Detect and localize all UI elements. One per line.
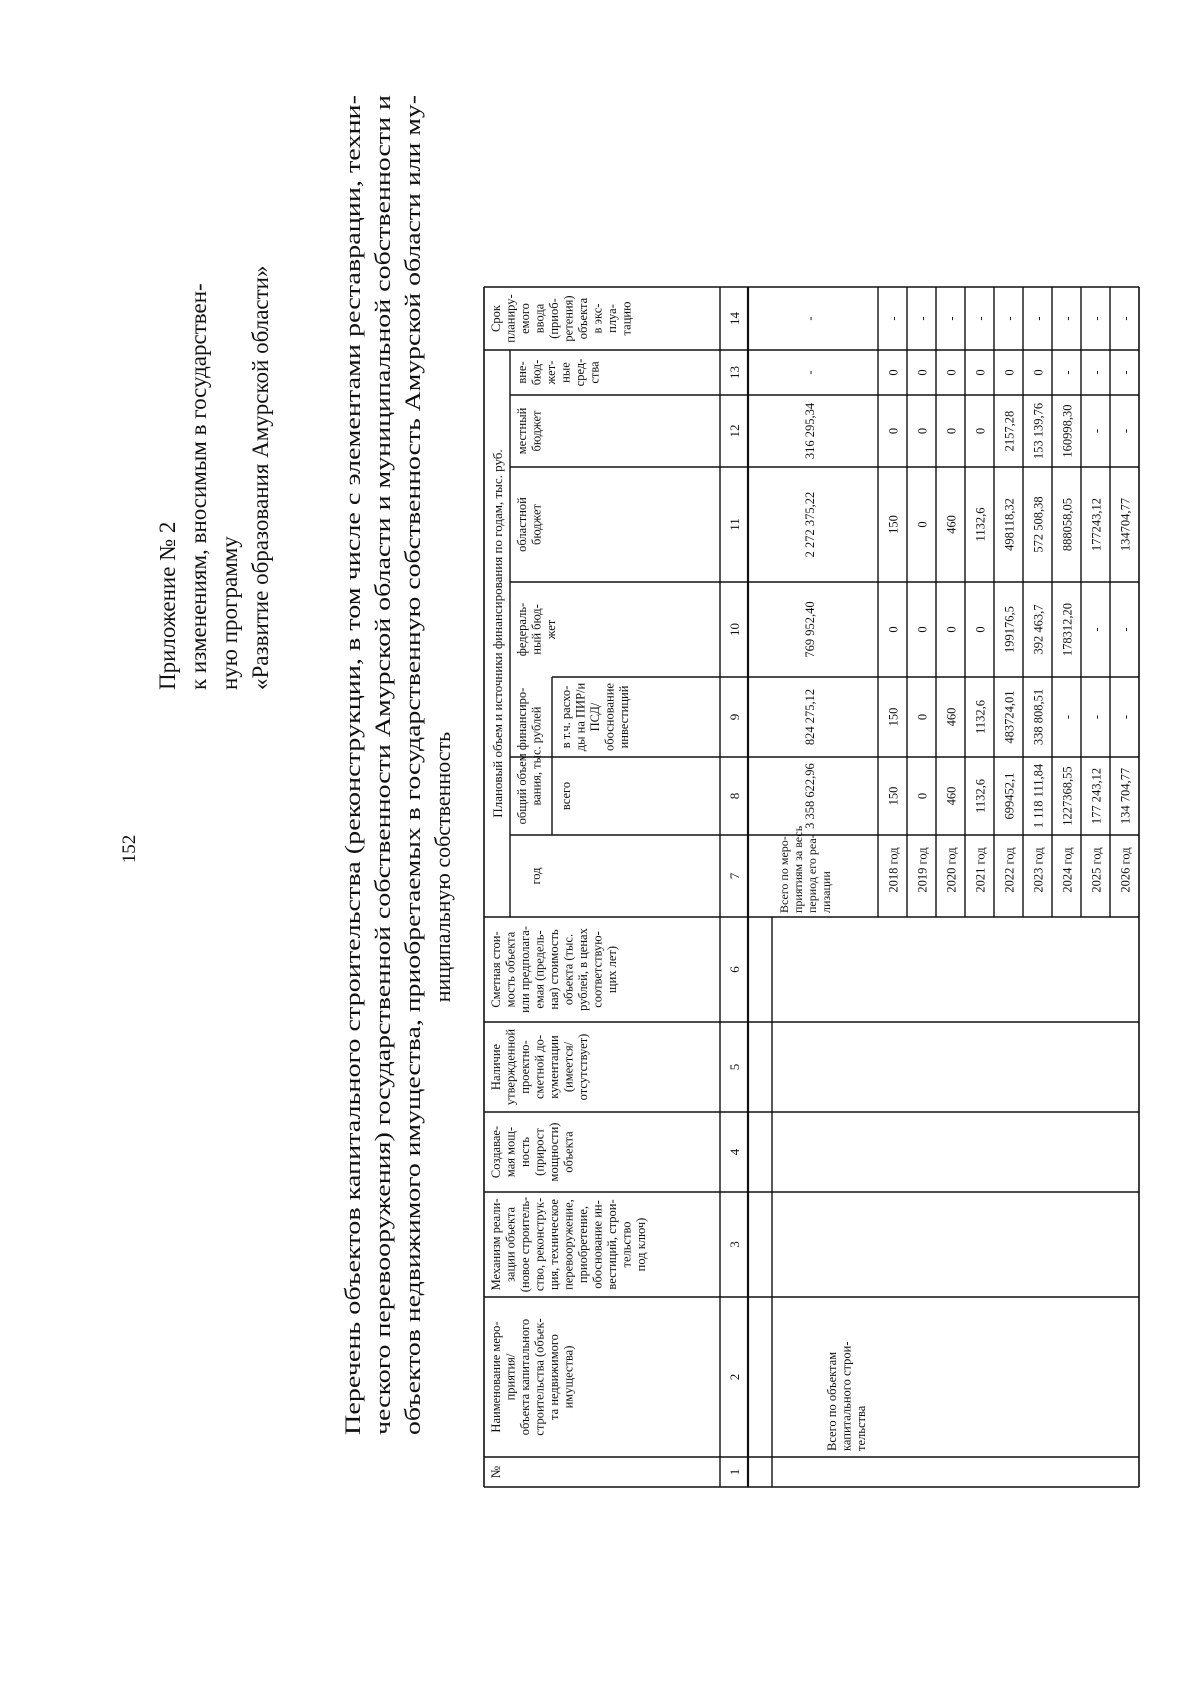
header-col-2-line: Наименование меро- bbox=[489, 1321, 503, 1433]
row-2-local-value bbox=[916, 428, 930, 434]
header-col-8-line: всего bbox=[559, 781, 573, 811]
row-4-pir-value-line: 1132,6 bbox=[973, 700, 988, 734]
row-8-regional-value-line: 177243,12 bbox=[1089, 497, 1104, 552]
row-5-federal-value bbox=[1003, 606, 1017, 653]
column-number-5-line: 5 bbox=[727, 1063, 742, 1071]
document-title-line-3: объектов недвижимого имущества, приобретаемых в государственную собственность Амурской области или му- bbox=[400, 372, 425, 1435]
row-4-extra-value bbox=[974, 369, 988, 375]
row-0-regional-value bbox=[803, 492, 817, 558]
header-col-4-line: ность bbox=[518, 1137, 532, 1167]
row-8-total-value-line: 177 243,12 bbox=[1089, 767, 1104, 825]
header-col-5-line: кументации bbox=[547, 1035, 561, 1099]
row-5-local-value bbox=[1003, 411, 1017, 452]
header-col-6-line: Сметная стои- bbox=[489, 931, 503, 1008]
row-9-total-value-line: 134 704,77 bbox=[1118, 767, 1133, 825]
header-col-3-line: перевооружение, bbox=[561, 1199, 576, 1290]
header-col-13-line: ные bbox=[558, 362, 573, 383]
row-5-regional-value bbox=[1003, 498, 1017, 551]
row-4-regional-value bbox=[974, 508, 988, 542]
header-col-12-line: местный bbox=[515, 407, 529, 455]
row-8-extra-value bbox=[1090, 370, 1104, 374]
row-1-local-value-line: 0 bbox=[886, 427, 901, 435]
header-col-14-line: Срок bbox=[489, 305, 503, 332]
row-2-total-value bbox=[916, 793, 930, 799]
row-4-local-value-line: 0 bbox=[973, 427, 988, 435]
column-number-1-line: 1 bbox=[727, 1468, 742, 1476]
header-col-4-line: мощности) bbox=[547, 1122, 561, 1182]
row-9-term-value bbox=[1119, 316, 1133, 320]
header-col-10-line: жет bbox=[544, 619, 558, 640]
row-0-total-value-line: 3 358 622,96 bbox=[803, 763, 817, 829]
header-col-6-line: или предполага- bbox=[518, 926, 532, 1013]
row-0-pir-value bbox=[803, 689, 817, 745]
row-label-total-objects-line: Всего по объектам bbox=[825, 1351, 839, 1451]
row-1-local-value bbox=[887, 428, 901, 434]
row-9-year-line: 2026 год bbox=[1118, 847, 1133, 893]
row-8-extra-value-line: - bbox=[1089, 370, 1104, 375]
row-3-year-line: 2020 год bbox=[944, 847, 959, 893]
header-col-2-line: имущества) bbox=[561, 1345, 576, 1409]
header-col-9-line: ПСД/ bbox=[588, 702, 602, 732]
row-6-pir-value-line: 338 808,51 bbox=[1031, 688, 1046, 746]
row-5-federal-value-line: 199176,5 bbox=[1002, 606, 1017, 653]
row-4-year-line: 2021 год bbox=[973, 847, 988, 893]
row-3-extra-value-line: 0 bbox=[944, 369, 959, 376]
header-col-3-line: (новое строитель- bbox=[518, 1196, 532, 1293]
row-2-term-value-line: - bbox=[915, 316, 930, 321]
row-3-term-value-line: - bbox=[944, 316, 959, 321]
header-col-5-line: сметной до- bbox=[532, 1035, 547, 1099]
row-1-federal-value bbox=[887, 626, 901, 632]
header-col-6-line: емая (предель- bbox=[532, 930, 547, 1009]
column-number-8 bbox=[727, 793, 742, 800]
row-9-pir-value-line: - bbox=[1118, 714, 1133, 720]
header-col-1 bbox=[488, 1466, 503, 1478]
header-col-11-line: бюджет bbox=[529, 504, 544, 545]
row-7-regional-value-line: 888058,05 bbox=[1060, 497, 1075, 552]
header-col-2-line: та недвижимого bbox=[547, 1334, 561, 1420]
header-col-14-line: (приоб- bbox=[547, 298, 561, 339]
header-col-13-line: сред- bbox=[573, 358, 587, 387]
column-number-10-line: 10 bbox=[727, 623, 742, 636]
row-8-pir-value-line: - bbox=[1089, 714, 1104, 720]
header-col-13 bbox=[515, 359, 602, 387]
row-3-pir-value bbox=[945, 708, 959, 727]
row-5-year bbox=[1003, 847, 1017, 893]
header-col-6 bbox=[489, 926, 619, 1013]
column-number-4 bbox=[727, 1148, 742, 1155]
row-9-federal-value-line: - bbox=[1118, 627, 1133, 632]
header-col-13-line: вне- bbox=[515, 361, 529, 384]
row-3-extra-value bbox=[945, 369, 959, 375]
header-col-4 bbox=[489, 1123, 576, 1182]
row-2-extra-value bbox=[916, 369, 930, 375]
row-9-federal-value bbox=[1119, 627, 1133, 631]
header-col-3-line: ство, реконструк- bbox=[532, 1197, 547, 1292]
column-number-3 bbox=[727, 1241, 742, 1248]
header-col-13-line: бюд- bbox=[529, 359, 544, 386]
column-number-4-line: 4 bbox=[727, 1148, 742, 1156]
row-6-year-line: 2023 год bbox=[1031, 847, 1046, 893]
document-title-line-4: ниципальную собственность bbox=[430, 731, 455, 1003]
row-6-term-value-line: - bbox=[1031, 316, 1046, 321]
row-0-term-value-line: - bbox=[803, 316, 817, 321]
row-4-local-value bbox=[974, 428, 988, 434]
column-number-9-line: 9 bbox=[727, 713, 742, 721]
header-col-12 bbox=[515, 407, 544, 454]
row-3-year bbox=[945, 847, 959, 893]
appendix-line-3: ную программу bbox=[217, 536, 242, 690]
row-0-term-value bbox=[803, 316, 817, 320]
row-1-pir-value bbox=[887, 708, 901, 727]
row-6-regional-value bbox=[1032, 496, 1046, 552]
row-2-regional-value-line: 0 bbox=[915, 521, 930, 528]
row-label-total-objects-line: тельства bbox=[854, 1405, 868, 1451]
document-title-line-1: Перечень объектов капитального строительства (реконструкции, в том числе с элементами реставрации, техни- bbox=[340, 387, 365, 1435]
row-0-extra-value bbox=[803, 370, 817, 374]
row-8-regional-value bbox=[1090, 498, 1104, 551]
header-col-8 bbox=[559, 782, 573, 810]
header-col-14-line: емого bbox=[518, 303, 532, 334]
row-4-term-value bbox=[974, 316, 988, 320]
row-0-federal-value bbox=[803, 601, 817, 657]
row-7-year-line: 2024 год bbox=[1060, 847, 1075, 893]
row-0-year-line: период его реа- bbox=[805, 834, 819, 913]
row-8-term-value-line: - bbox=[1089, 316, 1104, 321]
row-2-regional-value bbox=[916, 521, 930, 527]
row-2-federal-value-line: 0 bbox=[915, 626, 930, 633]
header-col-3-line: приобретение, bbox=[576, 1205, 590, 1284]
row-4-total-value bbox=[974, 779, 988, 813]
page-number: 152 bbox=[119, 834, 140, 864]
row-6-regional-value-line: 572 508,38 bbox=[1031, 496, 1046, 553]
row-3-regional-value bbox=[945, 515, 959, 534]
row-8-year-line: 2025 год bbox=[1089, 847, 1104, 893]
row-9-term-value-line: - bbox=[1118, 316, 1133, 321]
row-5-total-value-line: 699452,1 bbox=[1002, 772, 1017, 820]
header-col-11-line: областной bbox=[515, 497, 529, 552]
header-col-7-year bbox=[529, 867, 543, 885]
header-col-3-line: зации объекта bbox=[503, 1206, 518, 1283]
row-1-regional-value-line: 150 bbox=[886, 515, 901, 534]
row-0-extra-value-line: - bbox=[803, 370, 817, 375]
row-5-term-value-line: - bbox=[1002, 316, 1017, 321]
row-2-term-value bbox=[916, 316, 930, 320]
row-4-extra-value-line: 0 bbox=[973, 369, 988, 376]
header-group-financing bbox=[490, 449, 505, 817]
row-7-term-value bbox=[1061, 316, 1075, 320]
header-total-group bbox=[515, 688, 544, 825]
header-col-2-line: приятия/ bbox=[503, 1353, 518, 1401]
row-5-extra-value bbox=[1003, 369, 1017, 375]
header-col-6-line: соответствую- bbox=[590, 931, 605, 1008]
header-col-10-line: ный бюд- bbox=[529, 604, 544, 655]
row-2-pir-value bbox=[916, 714, 930, 720]
appendix-line-4: «Развитие образования Амурской области» bbox=[248, 265, 273, 690]
row-3-total-value bbox=[945, 787, 959, 806]
row-6-extra-value bbox=[1032, 369, 1046, 375]
row-3-federal-value bbox=[945, 626, 959, 632]
row-8-total-value bbox=[1090, 768, 1104, 824]
row-2-year bbox=[916, 847, 930, 893]
row-7-local-value bbox=[1061, 404, 1075, 457]
row-3-total-value-line: 460 bbox=[944, 786, 959, 806]
row-8-term-value bbox=[1090, 316, 1104, 320]
row-5-extra-value-line: 0 bbox=[1002, 369, 1017, 376]
header-col-6-line: щих лет) bbox=[605, 945, 619, 994]
row-1-extra-value bbox=[887, 369, 901, 375]
row-0-pir-value-line: 824 275,12 bbox=[803, 688, 817, 746]
column-number-13-line: 13 bbox=[727, 366, 742, 379]
header-col-4-line: объекта bbox=[561, 1131, 576, 1173]
header-col-13-line: жет- bbox=[544, 360, 558, 385]
row-5-year-line: 2022 год bbox=[1002, 847, 1017, 893]
row-7-term-value-line: - bbox=[1060, 316, 1075, 321]
column-number-11 bbox=[727, 518, 742, 531]
row-5-term-value bbox=[1003, 316, 1017, 320]
row-9-regional-value bbox=[1119, 498, 1133, 551]
document-title-line-2: ческого перевооружения) государственной собственности Амурской области и муниципальной собственности и bbox=[370, 380, 395, 1435]
header-col-10-line: федераль- bbox=[515, 602, 529, 657]
column-number-2 bbox=[727, 1374, 742, 1381]
header-col-4-line: (прирост bbox=[532, 1128, 547, 1176]
header-col-5-line: проектно- bbox=[518, 1040, 532, 1094]
row-7-local-value-line: 160998,30 bbox=[1060, 404, 1075, 458]
column-number-3-line: 3 bbox=[727, 1241, 742, 1248]
row-3-pir-value-line: 460 bbox=[944, 707, 959, 727]
row-8-federal-value-line: - bbox=[1089, 627, 1104, 632]
header-col-14-line: ввода bbox=[532, 303, 547, 334]
header-col-2-line: строительства (объек- bbox=[532, 1318, 547, 1436]
row-7-pir-value bbox=[1061, 715, 1075, 719]
column-number-11-line: 11 bbox=[727, 518, 742, 531]
row-1-year bbox=[887, 847, 901, 893]
row-9-pir-value bbox=[1119, 715, 1133, 719]
row-1-regional-value bbox=[887, 515, 901, 534]
row-0-local-value bbox=[803, 402, 817, 459]
row-7-federal-value bbox=[1061, 603, 1075, 656]
header-col-9-line: обоснование bbox=[602, 683, 617, 751]
appendix-line-1: Приложение № 2 bbox=[155, 521, 180, 690]
row-4-total-value-line: 1132,6 bbox=[973, 779, 988, 813]
column-number-6 bbox=[727, 966, 742, 973]
row-4-regional-value-line: 1132,6 bbox=[973, 507, 988, 542]
header-col-6-line: рублей, в ценах bbox=[576, 928, 590, 1011]
row-1-pir-value-line: 150 bbox=[886, 707, 901, 727]
row-4-federal-value-line: 0 bbox=[973, 626, 988, 633]
column-number-2-line: 2 bbox=[727, 1373, 742, 1381]
header-total-group-line: общий объем финансиро- bbox=[515, 687, 529, 825]
row-9-local-value bbox=[1119, 429, 1133, 433]
header-col-9-line: инвестиций bbox=[617, 685, 631, 749]
row-9-regional-value-line: 134704,77 bbox=[1118, 497, 1133, 552]
row-9-extra-value-line: - bbox=[1118, 370, 1133, 375]
row-2-local-value-line: 0 bbox=[915, 427, 930, 435]
row-0-year-line: Всего по меро- bbox=[777, 836, 791, 913]
header-col-3-line: Механизм реали- bbox=[489, 1198, 503, 1291]
row-5-pir-value-line: 483724,01 bbox=[1002, 690, 1017, 744]
header-col-1-line: № bbox=[488, 1465, 503, 1479]
row-6-total-value-line: 1 118 111,84 bbox=[1031, 763, 1046, 829]
row-7-year bbox=[1061, 847, 1075, 893]
header-col-3-line: обоснование ин- bbox=[590, 1200, 605, 1289]
column-number-10 bbox=[727, 623, 742, 636]
row-6-year bbox=[1032, 847, 1046, 893]
header-col-7-year-line: год bbox=[529, 867, 543, 885]
header-col-5-line: (имеется/ bbox=[561, 1041, 576, 1093]
row-2-total-value-line: 0 bbox=[915, 792, 930, 800]
row-7-federal-value-line: 178312,20 bbox=[1060, 602, 1075, 657]
row-3-local-value-line: 0 bbox=[944, 427, 959, 435]
column-number-8-line: 8 bbox=[727, 792, 742, 800]
header-col-5-line: Наличие bbox=[489, 1043, 503, 1091]
header-col-14-line: плуа- bbox=[605, 304, 619, 333]
row-7-total-value bbox=[1061, 766, 1075, 825]
row-6-local-value-line: 153 139,76 bbox=[1031, 402, 1046, 460]
row-7-extra-value bbox=[1061, 370, 1075, 374]
header-col-9-line: в т.ч. расхо- bbox=[559, 685, 573, 749]
header-col-14-line: ретения) bbox=[561, 295, 576, 342]
row-2-federal-value bbox=[916, 626, 930, 632]
row-6-pir-value bbox=[1032, 689, 1046, 745]
row-label-total-objects-line: капитального строи- bbox=[839, 1341, 854, 1451]
column-number-7 bbox=[727, 872, 742, 879]
row-0-year-line: лизации bbox=[819, 871, 833, 913]
column-number-14-line: 14 bbox=[727, 312, 742, 325]
row-4-federal-value bbox=[974, 626, 988, 632]
row-8-pir-value bbox=[1090, 715, 1104, 719]
row-0-local-value-line: 316 295,34 bbox=[803, 402, 817, 460]
row-1-total-value bbox=[887, 787, 901, 806]
row-5-total-value bbox=[1003, 773, 1017, 820]
row-9-total-value bbox=[1119, 768, 1133, 824]
row-5-local-value-line: 2157,28 bbox=[1002, 410, 1017, 452]
header-col-6-line: ная) стоимость bbox=[547, 929, 561, 1010]
row-1-total-value-line: 150 bbox=[886, 786, 901, 806]
header-col-14-line: в экс- bbox=[590, 303, 605, 334]
row-7-total-value-line: 1227368,55 bbox=[1060, 766, 1075, 826]
row-9-year bbox=[1119, 847, 1133, 893]
row-6-term-value bbox=[1032, 316, 1046, 320]
header-col-4-line: Создавае- bbox=[489, 1125, 503, 1179]
row-0-regional-value-line: 2 272 375,22 bbox=[803, 491, 817, 558]
header-col-14-line: тацию bbox=[619, 301, 634, 336]
row-8-local-value-line: - bbox=[1089, 428, 1104, 434]
header-col-4-line: мая мощ- bbox=[503, 1126, 518, 1178]
row-2-pir-value-line: 0 bbox=[915, 713, 930, 721]
header-col-2-line: объекта капитального bbox=[518, 1318, 532, 1436]
header-col-6-line: объекта (тыс. bbox=[561, 933, 576, 1006]
row-4-pir-value bbox=[974, 700, 988, 734]
row-8-local-value bbox=[1090, 429, 1104, 433]
row-9-local-value-line: - bbox=[1118, 428, 1133, 434]
row-0-year-line: приятиям за весь bbox=[791, 825, 805, 913]
row-6-total-value bbox=[1032, 763, 1046, 828]
row-1-federal-value-line: 0 bbox=[886, 626, 901, 633]
header-col-5-line: отсутствует) bbox=[576, 1033, 590, 1101]
header-total-group-line: вания, тыс. рублей bbox=[529, 706, 544, 806]
row-8-year bbox=[1090, 847, 1104, 893]
row-7-regional-value bbox=[1061, 498, 1075, 551]
column-number-9 bbox=[727, 714, 742, 721]
column-number-7-line: 7 bbox=[727, 872, 742, 880]
header-col-3-line: ция, техническое bbox=[547, 1199, 561, 1290]
header-group-financing-line: Плановый объем и источники финансирования по годам, тыс. руб. bbox=[490, 449, 505, 818]
header-col-3-line: под ключ) bbox=[634, 1217, 648, 1272]
row-3-term-value bbox=[945, 316, 959, 320]
row-6-federal-value-line: 392 463,7 bbox=[1031, 604, 1046, 655]
header-col-14-line: планиру- bbox=[503, 294, 518, 343]
row-8-federal-value bbox=[1090, 627, 1104, 631]
row-1-term-value bbox=[887, 316, 901, 320]
header-col-11 bbox=[515, 497, 544, 552]
row-7-pir-value-line: - bbox=[1060, 714, 1075, 720]
row-9-extra-value bbox=[1119, 370, 1133, 374]
row-2-year-line: 2019 год bbox=[915, 847, 930, 893]
header-col-3-line: тельство bbox=[619, 1221, 634, 1268]
row-5-regional-value-line: 498118,32 bbox=[1002, 498, 1017, 551]
row-1-year-line: 2018 год bbox=[886, 847, 901, 893]
column-number-1 bbox=[727, 1469, 742, 1476]
appendix-line-2: к изменениям, вносимым в государствен- bbox=[186, 283, 211, 690]
column-number-5 bbox=[727, 1064, 742, 1071]
row-4-year bbox=[974, 847, 988, 893]
row-2-extra-value-line: 0 bbox=[915, 369, 930, 376]
row-1-extra-value-line: 0 bbox=[886, 369, 901, 376]
header-col-5-line: утвержденной bbox=[503, 1028, 518, 1106]
column-number-6-line: 6 bbox=[727, 966, 742, 973]
header-col-12-line: бюджет bbox=[529, 410, 544, 452]
row-0-total-value bbox=[803, 763, 817, 829]
header-col-14-line: объекта bbox=[576, 297, 590, 340]
row-1-term-value-line: - bbox=[886, 316, 901, 321]
header-col-6-line: мость объекта bbox=[503, 931, 518, 1008]
column-number-12-line: 12 bbox=[727, 424, 742, 438]
column-number-12 bbox=[727, 425, 742, 438]
column-number-14 bbox=[727, 312, 742, 326]
row-6-local-value bbox=[1032, 403, 1046, 459]
row-7-extra-value-line: - bbox=[1060, 370, 1075, 375]
row-5-pir-value bbox=[1003, 690, 1017, 743]
row-3-local-value bbox=[945, 428, 959, 434]
row-0-federal-value-line: 769 952,40 bbox=[803, 601, 817, 658]
row-3-regional-value-line: 460 bbox=[944, 515, 959, 534]
column-number-13 bbox=[727, 366, 742, 379]
header-col-13-line: ства bbox=[587, 361, 602, 384]
row-4-term-value-line: - bbox=[973, 316, 988, 321]
row-6-extra-value-line: 0 bbox=[1031, 369, 1046, 376]
row-3-federal-value-line: 0 bbox=[944, 626, 959, 633]
header-col-3-line: вестиций, строи- bbox=[605, 1199, 619, 1290]
row-6-federal-value bbox=[1032, 605, 1046, 655]
header-col-9-line: ды на ПИР/и bbox=[573, 682, 588, 752]
